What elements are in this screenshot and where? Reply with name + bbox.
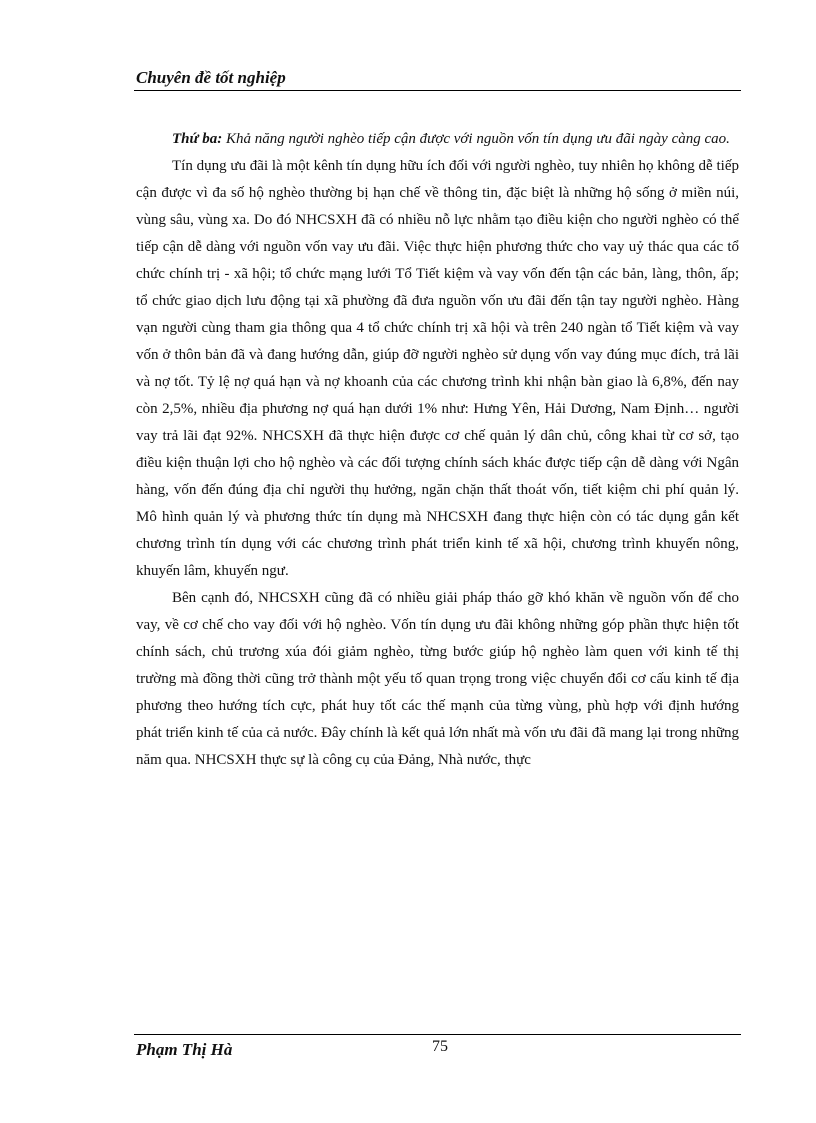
document-body	[136, 126, 739, 774]
footer-divider	[134, 1034, 741, 1035]
footer-author: Phạm Thị Hà	[136, 1040, 233, 1059]
page-header-title: Chuyên đề tốt nghiệp	[136, 68, 286, 87]
paragraph-2: Tín dụng ưu đãi là một kênh tín dụng hữu ích đối với người nghèo, tuy nhiên họ không dễ tiếp cận được vì đa số hộ nghèo thường bị hạn chế về thông tin, đặc biệt là những hộ sống ở miền núi, vùng sâu, vùng xa. Do đó NHCSXH đã có nhiều nỗ lực nhằm tạo điều kiện cho người nghèo có thể tiếp cận dễ dàng với nguồn vốn vay ưu đãi. Việc thực hiện phương thức cho vay uỷ thác qua các tổ chức chính trị - xã hội; tổ chức mạng lưới Tổ Tiết kiệm và vay vốn đến tận các bản, làng, thôn, ấp; tổ chức giao dịch lưu động tại xã phường đã đưa nguồn vốn ưu đãi đến tận tay người nghèo. Hàng vạn người cùng tham gia thông qua 4 tổ chức chính trị xã hội và trên 240 ngàn tổ Tiết kiệm và vay vốn ở thôn bản đã và đang hướng dẫn, giúp đỡ người nghèo sử dụng vốn vay đúng mục đích, trả lãi và nợ tốt. Tỷ lệ nợ quá hạn và nợ khoanh của các chương trình khi nhận bàn giao là 6,8%, đến nay còn 2,5%, nhiều địa phương nợ quá hạn dưới 1% như: Hưng Yên, Hải Dương, Nam Định… người vay trả lãi đạt 92%. NHCSXH đã thực hiện được cơ chế quản lý dân chủ, công khai từ cơ sở, tạo điều kiện thuận lợi cho hộ nghèo và các đối tượng chính sách khác được tiếp cận dễ dàng với Ngân hàng, vốn đến đúng địa chỉ người thụ hưởng, ngăn chặn thất thoát vốn, tiết kiệm chi phí quản lý. Mô hình quản lý và phương thức tín dụng mà NHCSXH đang thực hiện còn có tác dụng gắn kết chương trình tín dụng với các chương trình phát triển kinh tế xã hội, chương trình khuyến nông, khuyến lâm, khuyến ngư.	[136, 158, 739, 579]
header-divider	[134, 90, 741, 91]
page-number: 75	[432, 1038, 448, 1055]
paragraph-lead	[136, 126, 739, 153]
lead-text: Khả năng người nghèo tiếp cận được với nguồn vốn tín dụng ưu đãi ngày càng cao.	[222, 131, 730, 147]
lead-label: Thứ ba:	[172, 131, 223, 147]
paragraph-3: Bên cạnh đó, NHCSXH cũng đã có nhiều giải pháp tháo gỡ khó khăn về nguồn vốn để cho vay, về cơ chế cho vay đối với hộ nghèo. Vốn tín dụng ưu đãi không những góp phần thực hiện tốt chính sách, chủ trương xúa đói giảm nghèo, từng bước giúp hộ nghèo làm quen với kinh tế thị trường mà đồng thời cũng trở thành một yếu tố quan trọng trong việc chuyển đổi cơ cấu kinh tế địa phương theo hướng tích cực, phát huy tốt các thế mạnh của từng vùng, phù hợp với định hướng phát triển kinh tế của cả nước. Đây chính là kết quả lớn nhất mà vốn ưu đãi đã mang lại trong những năm qua. NHCSXH thực sự là công cụ của Đảng, Nhà nước, thực	[136, 590, 740, 768]
